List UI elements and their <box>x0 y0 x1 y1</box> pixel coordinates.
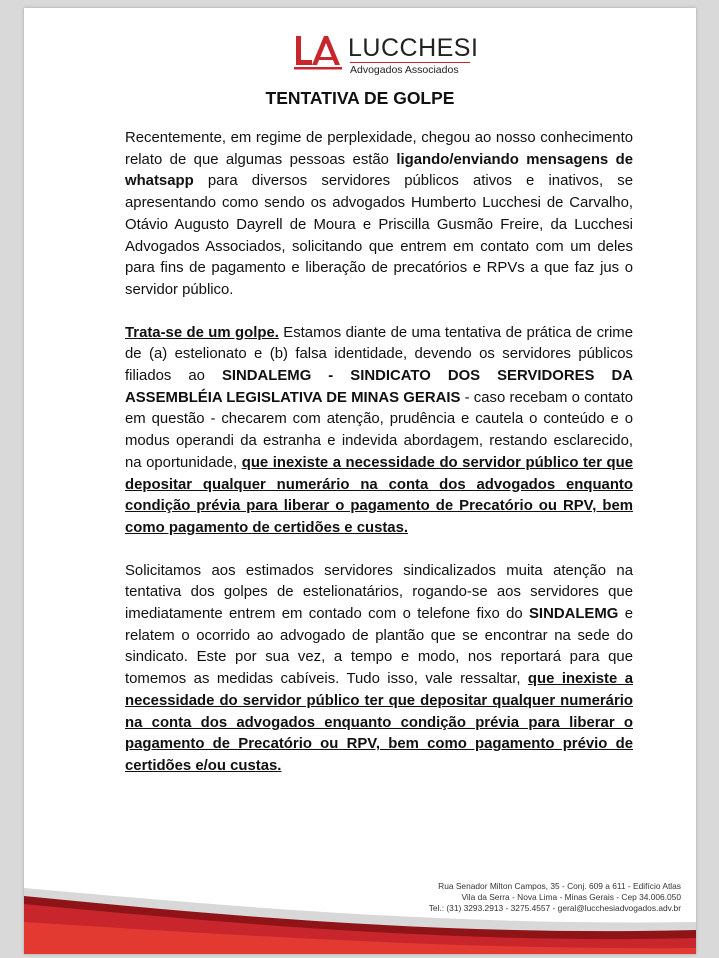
text-bold-underline: que inexiste a necessidade do servidor público ter que depositar qualquer numerário na conta dos advogados enquanto condição prévia para liberar o pagamento de Precatório ou RPV, bem como pagamento de certidões e custas. <box>125 454 633 536</box>
document-title: TENTATIVA DE GOLPE <box>265 88 455 108</box>
document-page <box>24 8 696 954</box>
text-bold: SINDALEMG - SINDICATO DOS SERVIDORES DA ASSEMBLÉIA LEGISLATIVA DE MINAS GERAIS <box>125 368 633 406</box>
text-bold-underline: que inexiste a necessidade do servidor público ter que depositar qualquer numerário na conta dos advogados enquanto condição prévia para liberar o pagamento de Precatório ou RPV, bem como pagamento prévio de certidões e/ou custas. <box>125 671 633 774</box>
text-span: - caso recebam o contato em questão - checarem com atenção, prudência e cautela o conteúdo e o modus operandi da estranha e indevida abordagem, restando esclarecido, na oportunidade, <box>125 389 633 471</box>
text-span: Estamos diante de uma tentativa de prática de crime de (a) estelionato e (b) falsa identidade, devendo os servidores públicos filiados ao <box>125 324 633 385</box>
paragraph-2 <box>125 323 633 540</box>
address-line: Vila da Serra - Nova Lima - Minas Gerais - Cep 34.006.050 <box>461 892 681 902</box>
text-span: Recentemente, em regime de perplexidade, chegou ao nosso conhecimento relato de que algumas pessoas estão <box>125 130 633 168</box>
lucchesi-logo-mark-icon <box>290 32 346 72</box>
text-bold-underline: Trata-se de um golpe. <box>125 324 279 341</box>
text-span: e relatem o ocorrido ao advogado de plantão que se encontrar na sede do sindicato. Este por sua vez, a tempo e modo, nos reportará para que tomemos as medidas cabíveis. Tudo isso, vale ressaltar, <box>125 606 633 688</box>
footer-swoosh-decoration <box>24 874 696 954</box>
paragraph-1 <box>125 128 633 302</box>
company-logo <box>290 32 500 76</box>
text-span: Solicitamos aos estimados servidores sindicalizados muita atenção na tentativa dos golpes de estelionatários, rogando-se aos servidores que imediatamente entrem em contado com o telefone fixo do <box>125 562 633 623</box>
document-body <box>125 128 633 799</box>
logo-name: LUCCHESI <box>348 34 479 62</box>
paragraph-3 <box>125 561 633 778</box>
text-span: para diversos servidores públicos ativos e inativos, se apresentando como sendo os advogados Humberto Lucchesi de Carvalho, Otávio Augusto Dayrell de Moura e Priscilla Gusmão Freire, da Lucchesi Advogados Associados, solicitando que entrem em contato com um deles para fins de pagamento e liberação de precatórios e RPVs a que faz jus o servidor público. <box>125 173 633 298</box>
text-bold: SINDALEMG <box>529 606 619 623</box>
address-line: Tel.: (31) 3293.2913 - 3275.4557 - geral@lucchesiadvogados.adv.br <box>428 903 681 913</box>
text-bold: ligando/enviando mensagens de whatsapp <box>125 151 633 190</box>
address-line: Rua Senador Milton Campos, 35 - Conj. 609 a 611 - Edifício Atlas <box>438 881 681 891</box>
logo-subtitle: Advogados Associados <box>350 62 470 76</box>
